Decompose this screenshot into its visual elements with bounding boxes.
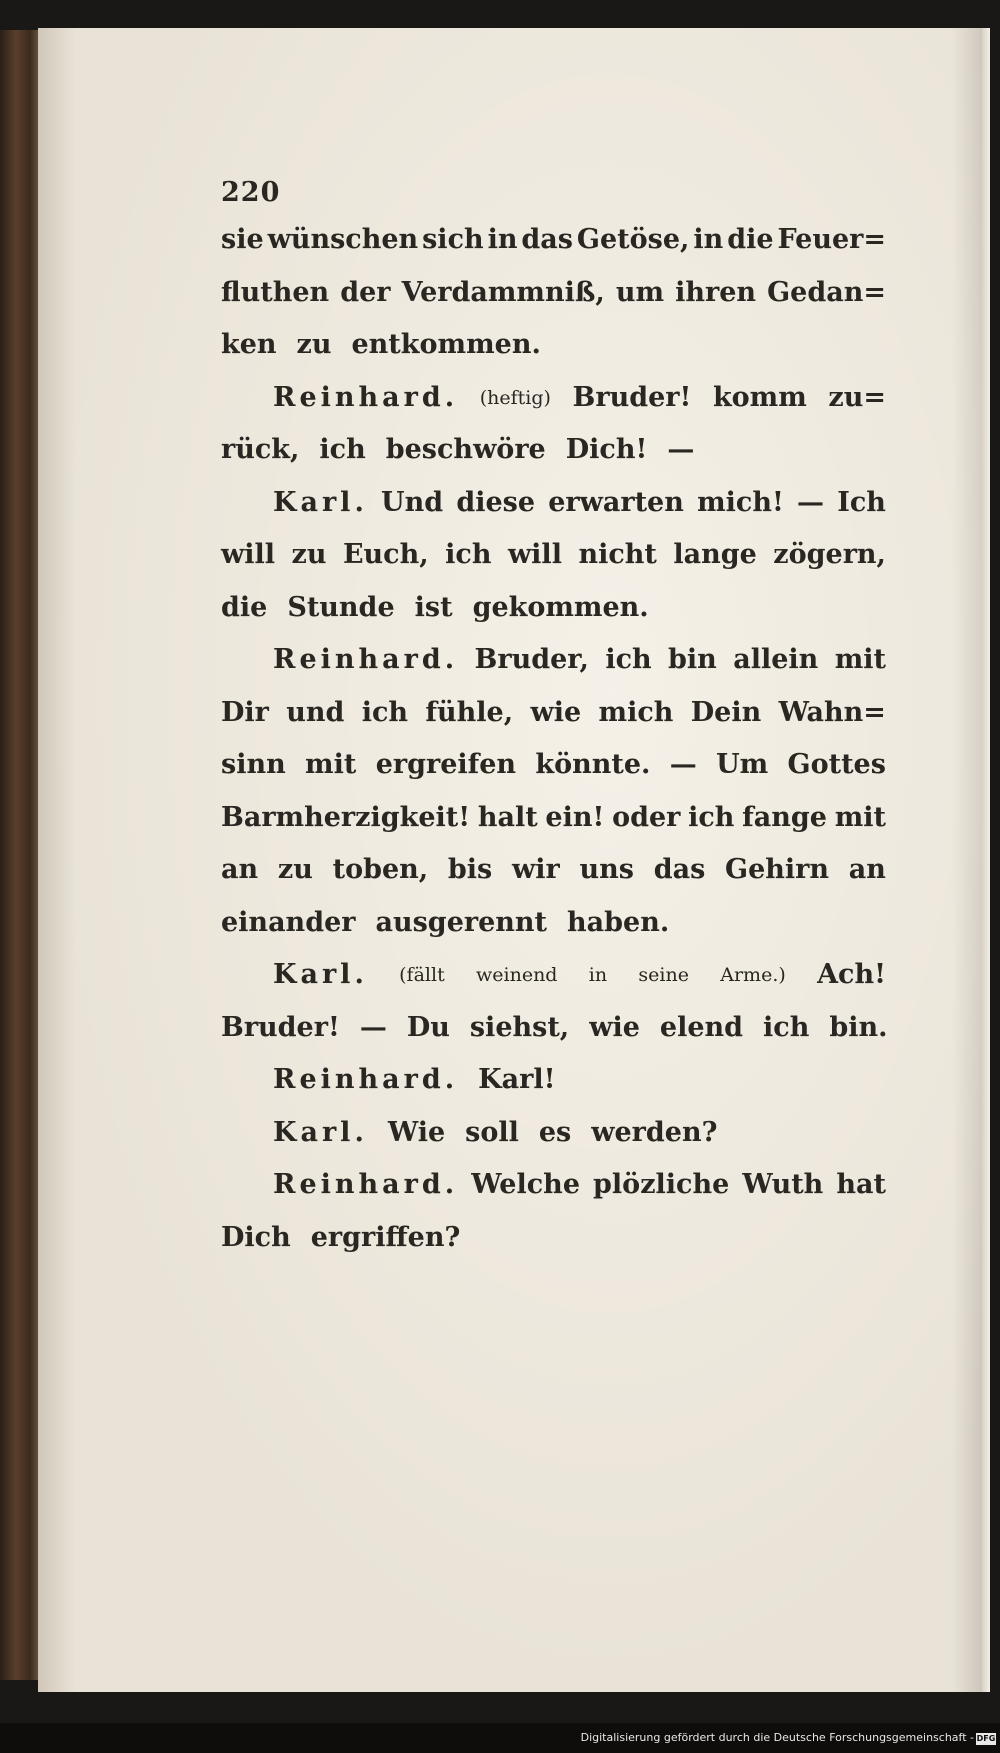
- text-line: will zu Euch, ich will nicht lange zögern,: [221, 539, 886, 570]
- text-line: Barmherzigkeit! halt ein! oder ich fange mit: [221, 801, 886, 833]
- text-line: sinn mit ergreifen könnte. — Um Gottes: [221, 749, 886, 780]
- footer-bar: [0, 1723, 1000, 1753]
- text-line: einander ausgerennt haben.: [221, 906, 670, 938]
- text-line: ken zu entkommen.: [221, 329, 541, 360]
- text-line: Reinhard. Welche plözliche Wuth hat: [273, 1169, 886, 1200]
- funding-credit: Digitalisierung gefördert durch die Deutsche Forschungsgemeinschaft -: [580, 1731, 974, 1744]
- text-line: Karl. Und diese erwarten mich! — Ich: [273, 486, 886, 518]
- text-line: die Stunde ist gekommen.: [221, 591, 649, 623]
- text-line: rück, ich beschwöre Dich! —: [221, 434, 695, 465]
- text-line: Reinhard. Bruder, ich bin allein mit: [273, 644, 886, 675]
- page-edge: [982, 28, 990, 1692]
- text-line: Bruder! — Du siehst, wie elend ich bin.: [221, 1011, 888, 1043]
- text-lines: [221, 214, 886, 1264]
- text-line: sie wünschen sich in das Getöse, in die Feuer=: [221, 224, 886, 255]
- text-line: fluthen der Verdammniß, um ihren Gedan=: [221, 276, 886, 308]
- text-line: Karl. Wie soll es werden?: [273, 1116, 718, 1148]
- text-line: Reinhard. Karl!: [273, 1064, 556, 1095]
- text-line: an zu toben, bis wir uns das Gehirn an: [221, 854, 886, 885]
- text-block: [221, 172, 886, 1264]
- dfg-logo: DFG: [976, 1734, 996, 1743]
- text-line: Dich ergriffen?: [221, 1221, 461, 1253]
- text-line: Reinhard. (heftig) Bruder! komm zu=: [273, 381, 886, 413]
- page-number: 220: [221, 177, 281, 208]
- text-line: Karl. (fällt weinend in seine Arme.) Ach!: [273, 959, 886, 990]
- book-spine: [0, 30, 40, 1680]
- text-line: Dir und ich fühle, wie mich Dein Wahn=: [221, 696, 886, 728]
